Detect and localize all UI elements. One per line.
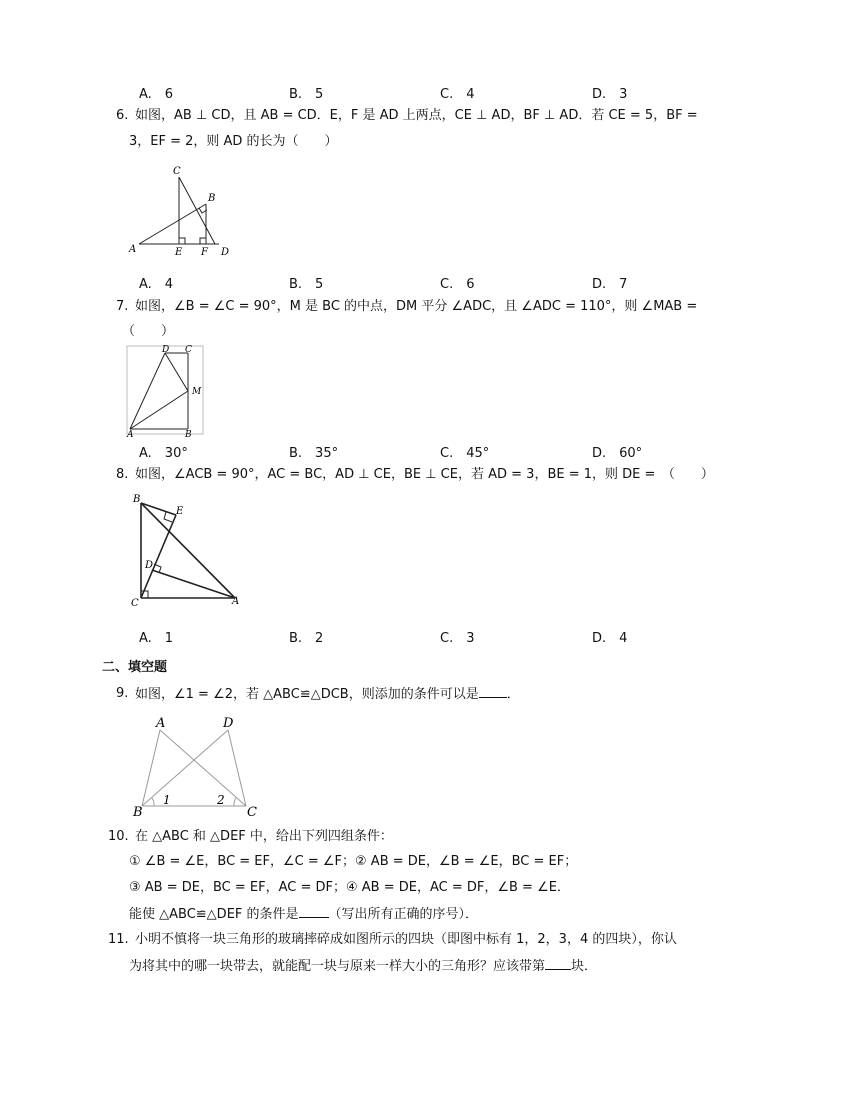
q10-condition-1-2: ① ∠B = ∠E，BC = EF，∠C = ∠F；② AB = DE，∠B = ∠E，BC = EF； [129,854,578,869]
q8-segment-ad [152,570,235,598]
q8-option-a[interactable]: A. 1 [139,631,174,646]
q8-segment-ce [141,515,176,598]
q10-number: 10. [108,829,129,844]
q7-option-d[interactable]: D. 60° [592,446,643,461]
q8-label-b: B [133,494,141,505]
q6-label-c: C [173,166,181,177]
q7-option-b[interactable]: B. 35° [289,446,339,461]
section-title-fill-in: 二、填空题 [102,660,168,675]
q9-segment-ab [142,730,160,806]
q9-stem-end: ． [506,687,520,702]
q11-stem-line2-end: 块． [571,959,598,974]
q5-option-d[interactable]: D. 3 [592,87,628,102]
q9-segment-dc [228,730,246,806]
q7-number: 7. [116,299,129,314]
q9-label-a: A [156,716,166,731]
q9-angle-arc-1 [152,798,154,806]
q6-label-a: A [129,244,137,255]
q9-label-angle-1: 1 [163,793,171,807]
q7-stem-line2: （ ） [122,324,175,339]
q6-stem-line1: 如图，AB ⊥ CD，且 AB = CD．E，F 是 AD 上两点，CE ⊥ AD，BF ⊥ AD．若 CE = 5，BF = [135,108,698,123]
q6-option-c[interactable]: C. 6 [440,277,475,292]
q9-label-angle-2: 2 [217,793,225,807]
q5-option-a[interactable]: A. 6 [139,87,174,102]
q8-segment-ab [141,503,235,598]
q11-stem-line2-text: 为将其中的哪一块带去，就能配一块与原来一样大小的三角形？应该带第 [129,959,546,974]
q8-label-d: D [145,560,154,571]
q10-answer-blank[interactable] [299,905,329,918]
q8-stem-line1: 如图，∠ACB = 90°，AC = BC，AD ⊥ CE，BE ⊥ CE，若 AD = 3，BE = 1，则 DE = （ ） [135,467,714,482]
q6-right-angle-f [200,238,206,244]
q9-segment-db [142,730,228,806]
q6-segment-ab [139,204,206,244]
q5-option-b[interactable]: B. 5 [289,87,324,102]
q8-number: 8. [116,467,129,482]
q9-angle-arc-2 [234,798,236,806]
q9-segment-ac [160,730,246,806]
q8-figure [128,490,248,610]
q9-number: 9. [116,686,129,701]
q7-segment-dm [165,353,188,391]
q10-condition-3-4: ③ AB = DE，BC = EF，AC = DF；④ AB = DE，AC = DF，∠B = ∠E． [129,880,570,895]
q11-stem-line2 [129,957,597,976]
q9-label-c: C [247,805,257,818]
q9-stem-text: 如图，∠1 = ∠2，若 △ABC≌△DCB，则添加的条件可以是 [135,687,479,702]
q10-stem-line4-end: （写出所有正确的序号）． [328,907,479,922]
q7-label-d: D [162,345,170,355]
q6-figure [125,162,235,258]
q10-stem-line4-text: 能使 △ABC≌△DEF 的条件是 [129,907,299,922]
q7-label-a: A [127,430,134,438]
q11-answer-blank[interactable] [545,957,571,970]
q6-option-a[interactable]: A. 4 [139,277,174,292]
q6-label-f: F [201,247,208,258]
q6-option-d[interactable]: D. 7 [592,277,628,292]
q6-label-b: B [208,193,216,204]
q7-figure [124,343,206,438]
q8-label-e: E [176,506,184,517]
q10-stem-line4 [129,905,478,924]
q11-number: 11. [108,932,129,947]
q9-label-b: B [133,805,143,818]
q6-right-angle-e [179,238,185,244]
q7-label-b: B [185,430,192,438]
q5-option-c[interactable]: C. 4 [440,87,475,102]
q9-stem [135,685,520,704]
q7-option-c[interactable]: C. 45° [440,446,490,461]
q6-label-d: D [221,247,230,258]
q9-label-d: D [223,716,234,731]
q7-stem-line1: 如图，∠B = ∠C = 90°，M 是 BC 的中点，DM 平分 ∠ADC，且 ∠ADC = 110°，则 ∠MAB = [135,299,698,314]
q8-option-d[interactable]: D. 4 [592,631,628,646]
q7-label-c: C [185,345,192,355]
q9-answer-blank[interactable] [479,685,507,698]
q10-stem-line1: 在 △ABC 和 △DEF 中，给出下列四组条件： [135,829,393,844]
q6-option-b[interactable]: B. 5 [289,277,324,292]
q11-stem-line1: 小明不慎将一块三角形的玻璃摔碎成如图所示的四块（即图中标有 1，2，3，4 的四块），你认 [135,932,677,947]
q8-option-c[interactable]: C. 3 [440,631,475,646]
q8-label-a: A [232,596,240,607]
q6-label-e: E [175,247,183,258]
q6-segment-cd [179,177,215,244]
q7-label-m: M [192,387,202,397]
q6-stem-line2: 3，EF = 2，则 AD 的长为（ ） [129,134,338,149]
q8-label-c: C [131,598,139,609]
q6-number: 6. [116,108,129,123]
q7-option-a[interactable]: A. 30° [139,446,188,461]
q9-figure [130,712,260,818]
q8-option-b[interactable]: B. 2 [289,631,324,646]
